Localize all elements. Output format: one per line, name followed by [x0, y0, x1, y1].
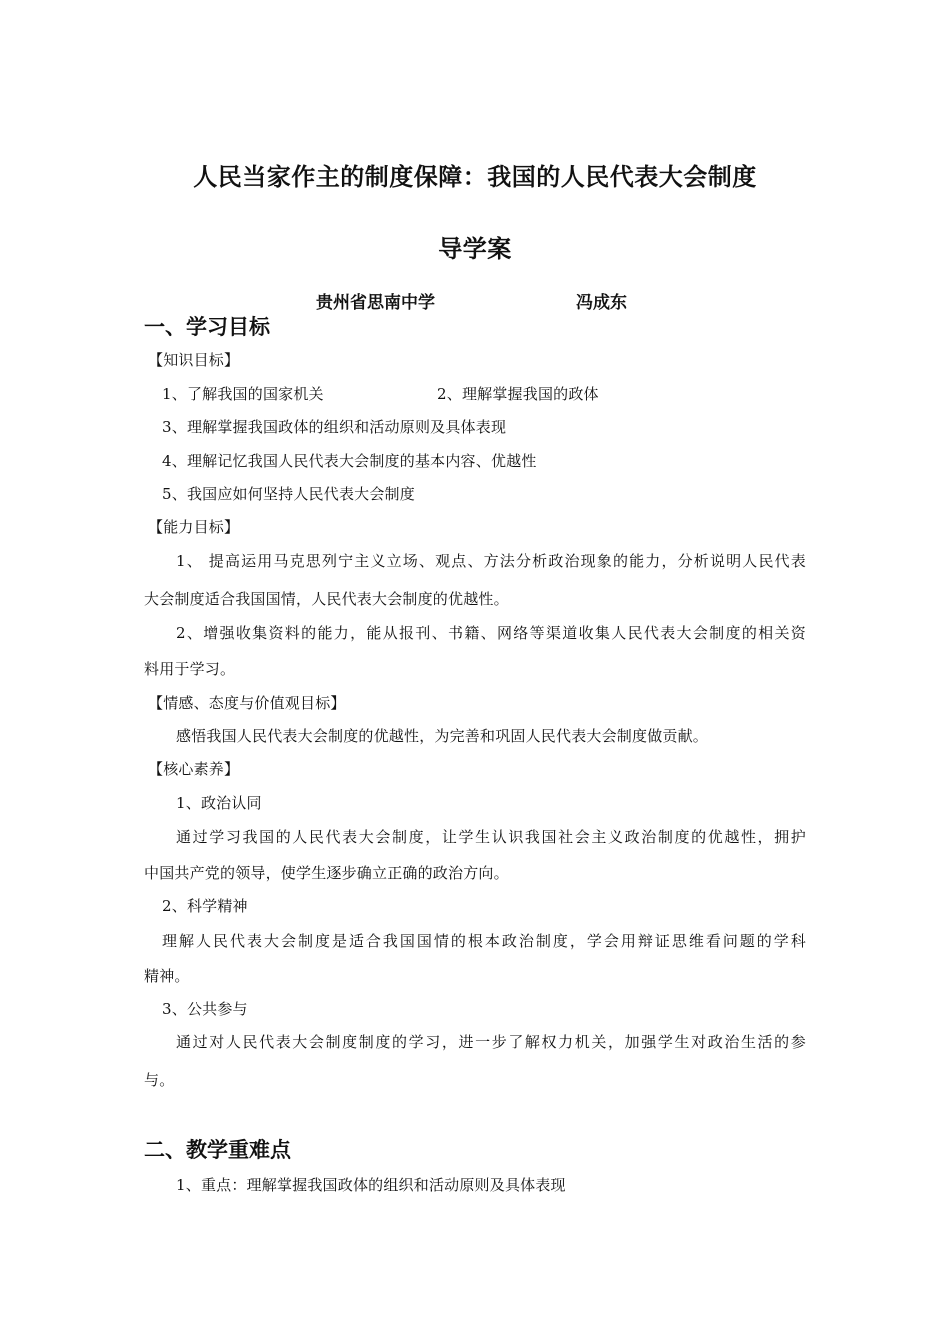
core-literacy-label: 【核心素养】: [148, 760, 240, 778]
key-point-item-1: 1、重点：理解掌握我国政体的组织和活动原则及具体表现: [176, 1176, 566, 1194]
emotion-goal-label: 【情感、态度与价值观目标】: [148, 694, 346, 712]
section2-heading: 二、教学重难点: [144, 1138, 291, 1162]
section1-heading: 一、学习目标: [144, 315, 270, 339]
document-title-line1: 人民当家作主的制度保障：我国的人民代表大会制度: [193, 163, 757, 191]
author-school: 贵州省思南中学: [316, 293, 435, 313]
knowledge-item-2: 2、理解掌握我国的政体: [437, 385, 599, 403]
core-item-2-line1: 理解人民代表大会制度是适合我国国情的根本政治制度，学会用辩证思维看问题的学科: [162, 932, 806, 950]
core-item-2-title: 2、科学精神: [162, 897, 248, 915]
knowledge-item-5: 5、我国应如何坚持人民代表大会制度: [162, 485, 415, 503]
ability-goal-label: 【能力目标】: [148, 518, 240, 536]
core-item-2-line2: 精神。: [144, 967, 190, 985]
author-name: 冯成东: [576, 293, 627, 313]
core-item-1-line1: 通过学习我国的人民代表大会制度，让学生认识我国社会主义政治制度的优越性，拥护: [176, 828, 806, 846]
ability-paragraph-1-line1: 1、 提高运用马克思列宁主义立场、观点、方法分析政治现象的能力，分析说明人民代表: [176, 552, 806, 570]
ability-paragraph-2-line2: 料用于学习。: [144, 660, 236, 678]
knowledge-item-3: 3、理解掌握我国政体的组织和活动原则及具体表现: [162, 418, 507, 436]
knowledge-goal-label: 【知识目标】: [148, 351, 240, 369]
core-item-3-line2: 与。: [144, 1071, 175, 1089]
core-item-1-line2: 中国共产党的领导，使学生逐步确立正确的政治方向。: [144, 864, 509, 882]
knowledge-item-4: 4、理解记忆我国人民代表大会制度的基本内容、优越性: [162, 452, 537, 470]
core-item-3-line1: 通过对人民代表大会制度制度的学习，进一步了解权力机关，加强学生对政治生活的参: [176, 1033, 806, 1051]
core-item-1-title: 1、政治认同: [176, 794, 262, 812]
emotion-goal-text: 感悟我国人民代表大会制度的优越性，为完善和巩固人民代表大会制度做贡献。: [176, 727, 709, 745]
knowledge-item-1: 1、了解我国的国家机关: [162, 385, 324, 403]
ability-paragraph-2-line1: 2、增强收集资料的能力，能从报刊、书籍、网络等渠道收集人民代表大会制度的相关资: [176, 624, 806, 642]
ability-paragraph-1-line2: 大会制度适合我国国情，人民代表大会制度的优越性。: [144, 590, 509, 608]
core-item-3-title: 3、公共参与: [162, 1000, 248, 1018]
document-title-line2: 导学案: [438, 235, 512, 263]
